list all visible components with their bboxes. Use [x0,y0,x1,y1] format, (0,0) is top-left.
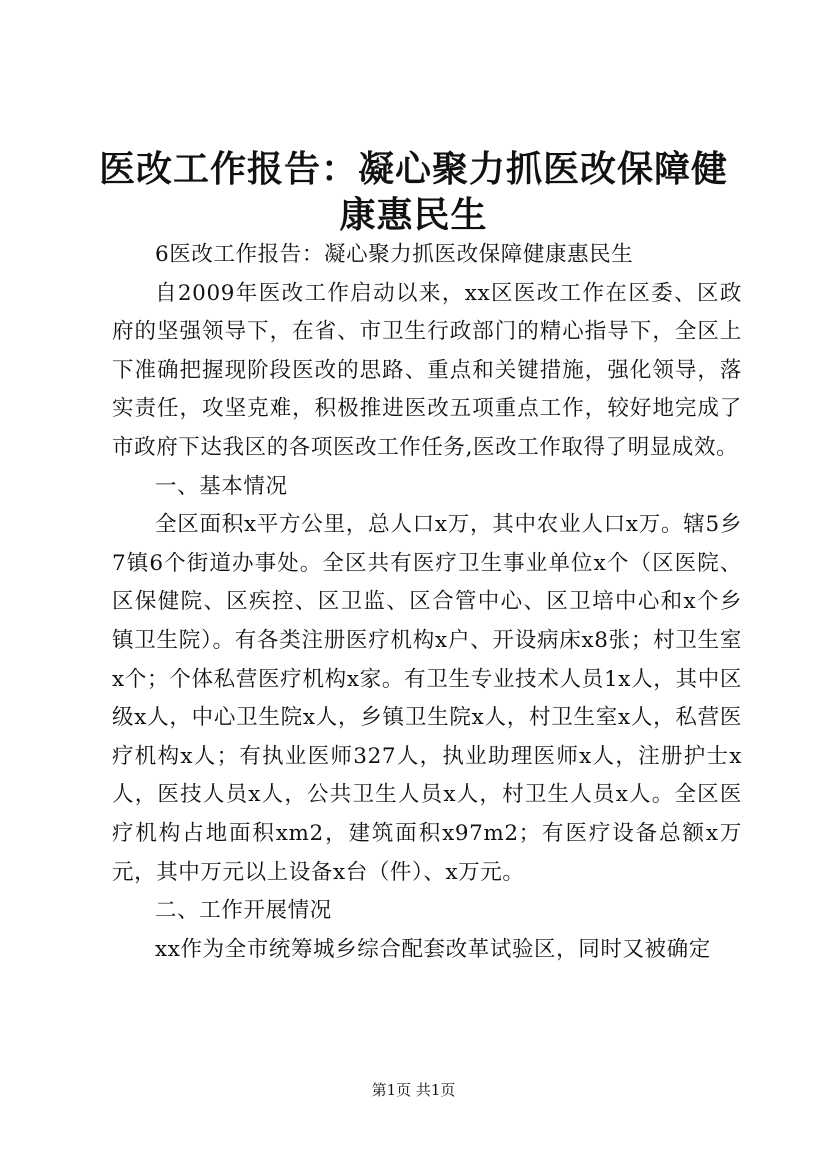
document-title: 医改工作报告：凝心聚力抓医改保障健康惠民生 [98,148,728,236]
work-progress-paragraph: xx作为全市统筹城乡综合配套改革试验区，同时又被确定 [155,936,711,962]
page-footer: 第1页 共1页 [371,1081,456,1099]
section-heading-basic-situation: 一、基本情况 [155,473,288,499]
document-body [112,236,742,969]
subtitle-paragraph: 6医改工作报告：凝心聚力抓医改保障健康惠民生 [155,242,634,267]
basic-situation-paragraph: 全区面积x平方公里，总人口x万，其中农业人口x万。辖5乡7镇6个街道办事处。全区共有医疗卫生事业单位x个（区医院、区保健院、区疾控、区卫监、区合管中心、区卫培中心和x个乡镇卫生院）。有各类注册医疗机构x户、开设病床x8张；村卫生室x个；个体私营医疗机构x家。有卫生专业技术人员1x人，其中区级x人，中心卫生院x人，乡镇卫生院x人，村卫生室x人，私营医疗机构x人；有执业医师327人，执业助理医师x人，注册护士x人，医技人员x人，公共卫生人员x人，村卫生人员x人。全区医疗机构占地面积xm2，建筑面积x97m2；有医疗设备总额x万元，其中万元以上设备x台（件）、x万元。 [112,512,742,885]
section-heading-work-progress: 二、工作开展情况 [155,898,332,924]
intro-paragraph: 自2009年医改工作启动以来，xx区医改工作在区委、区政府的坚强领导下，在省、市卫生行政部门的精心指导下，全区上下准确把握现阶段医改的思路、重点和关键措施，强化领导，落实责任，攻坚克难，积极推进医改五项重点工作，较好地完成了市政府下达我区的各项医改工作任务,医改工作取得了明显成效。 [112,280,742,460]
